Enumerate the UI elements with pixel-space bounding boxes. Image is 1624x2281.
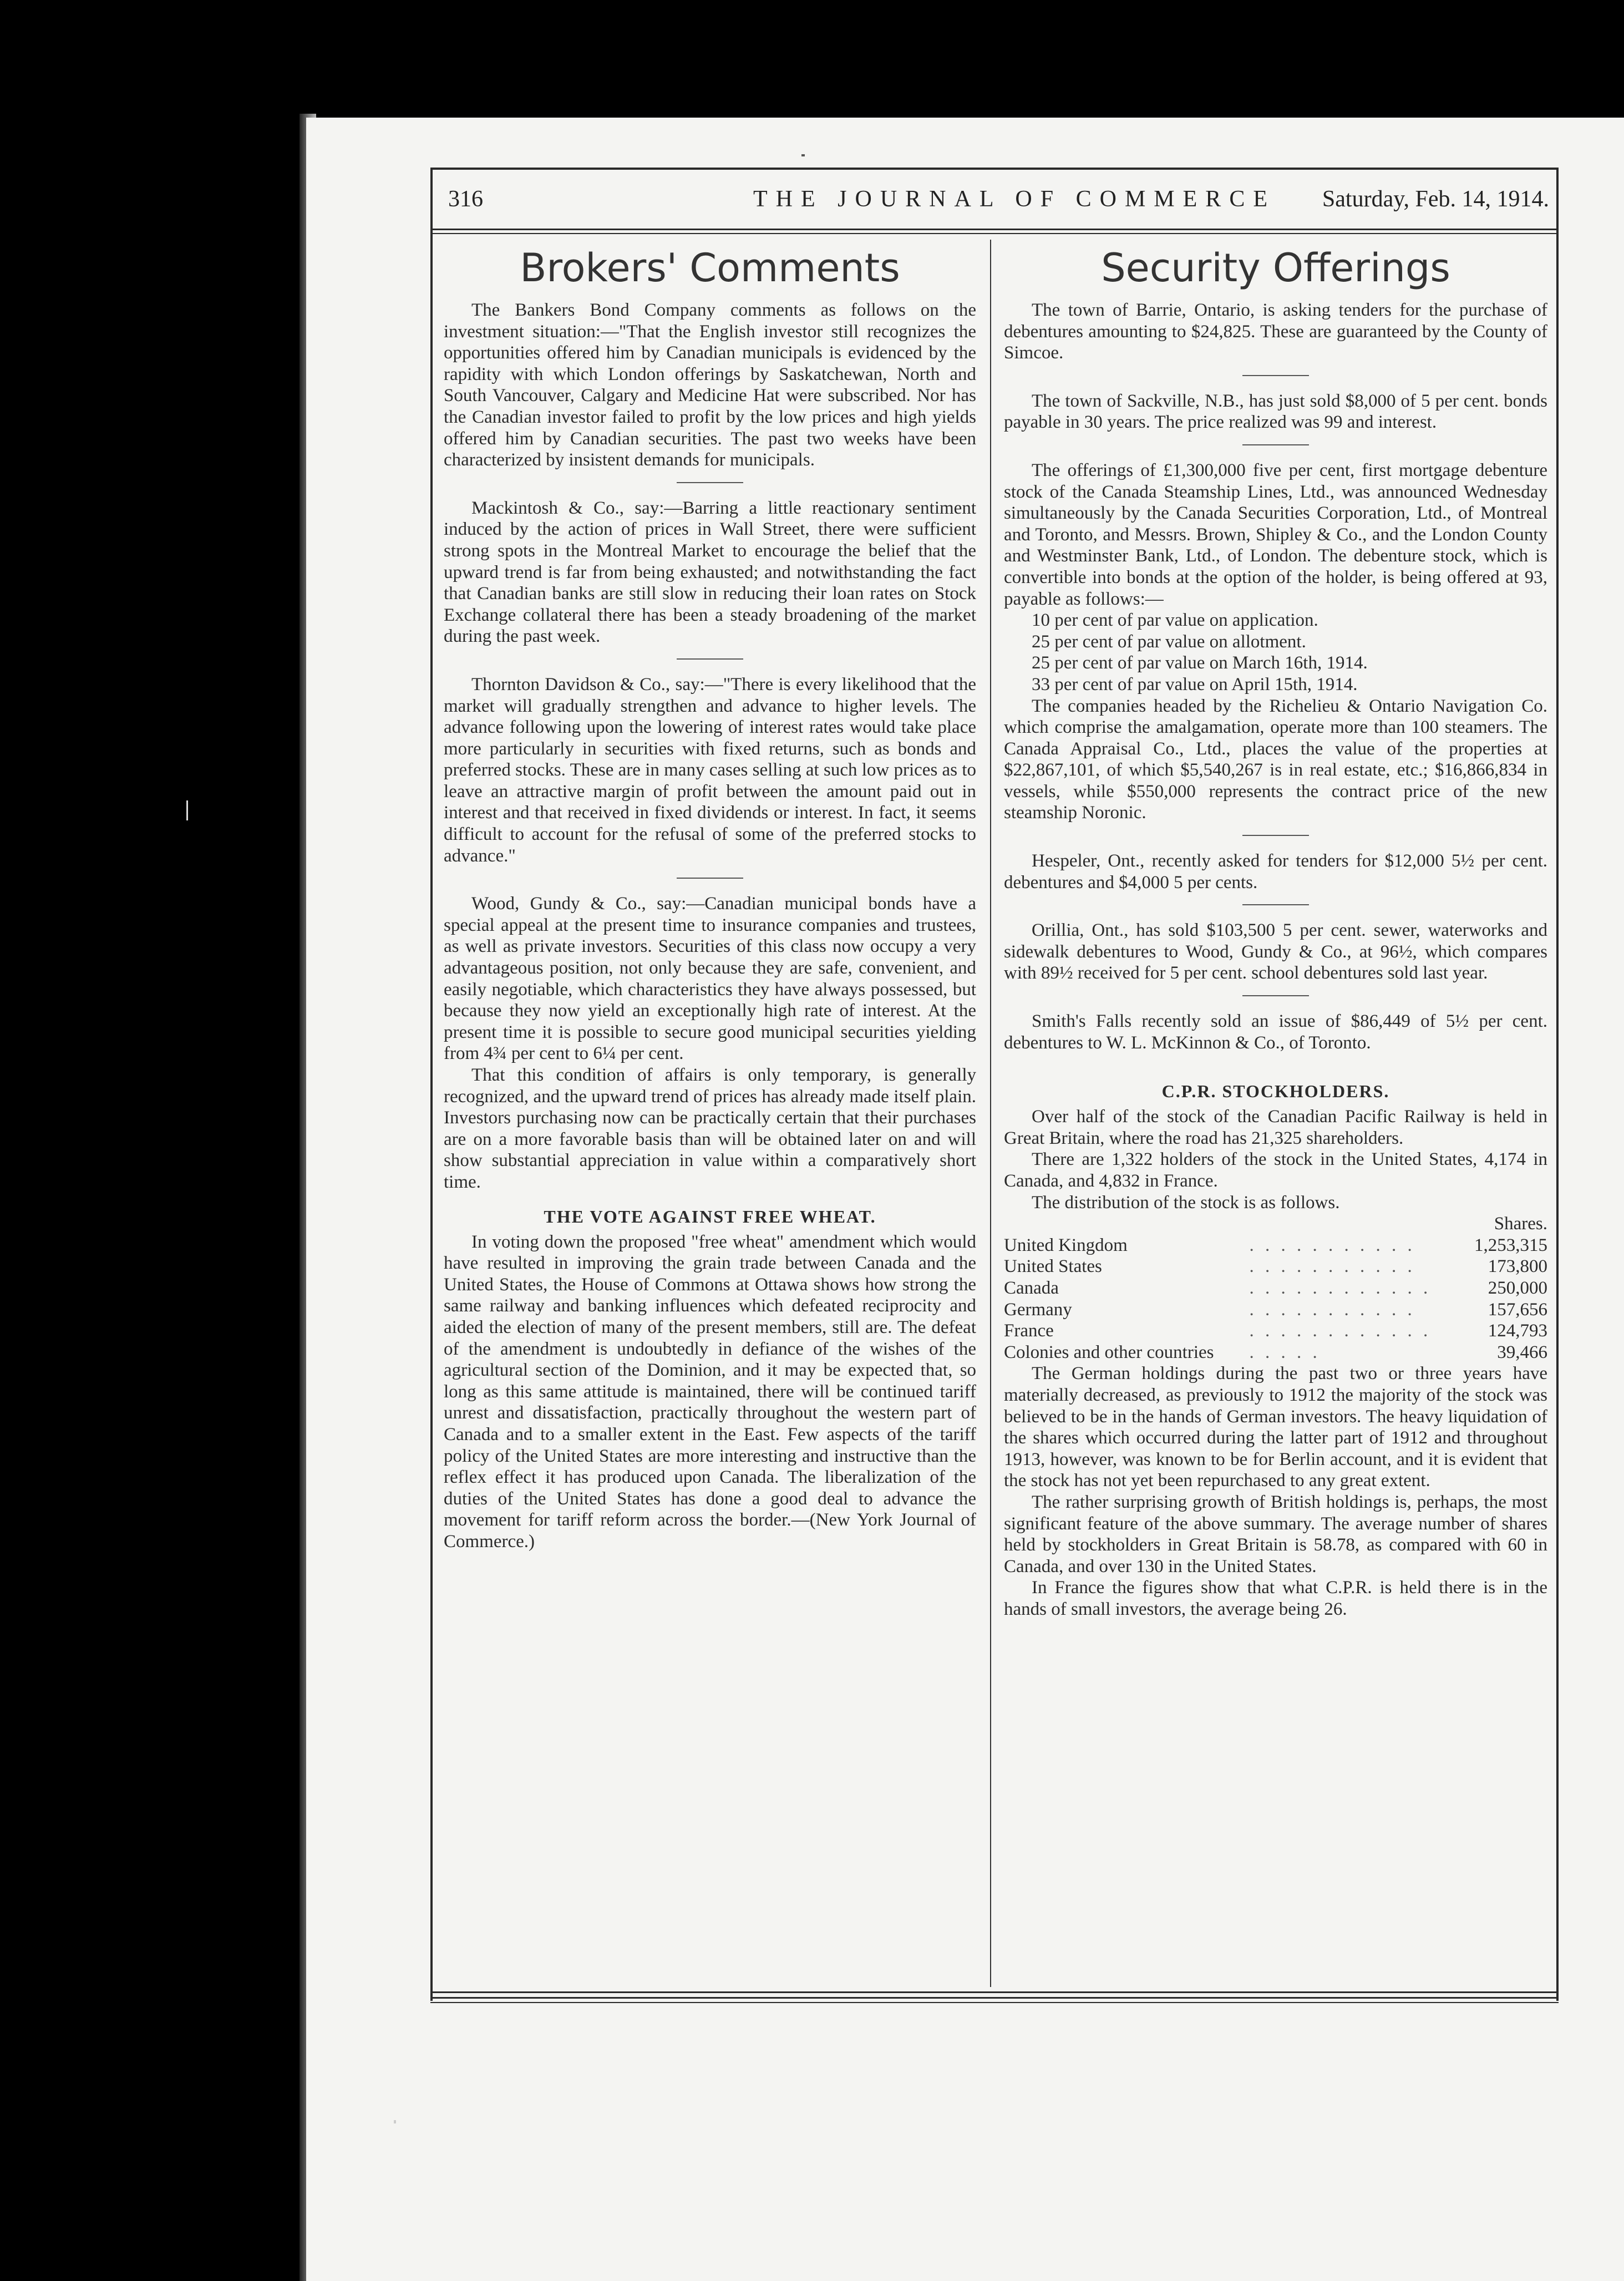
scan-mark — [186, 800, 188, 820]
shares-cell: 1,253,315 — [1474, 1235, 1547, 1255]
table-row — [1004, 1299, 1547, 1321]
article-paragraph: In France the figures show that what C.P.R. is held there is in the hands of small investors, the average being 26. — [1004, 1578, 1547, 1619]
country-cell: United Kingdom — [1004, 1235, 1128, 1255]
country-cell: Germany — [1004, 1299, 1072, 1320]
article-paragraph: Hespeler, Ont., recently asked for tenders for $12,000 5½ per cent. debentures and $4,000 5 per cents. — [1004, 851, 1547, 893]
page-border-bottom — [430, 2002, 1559, 2003]
left-column — [444, 247, 976, 1552]
table-row — [1004, 1278, 1547, 1299]
article-paragraph: The town of Sackville, N.B., has just sold $8,000 of 5 per cent. bonds payable in 30 years. The price realized was 99 and interest. — [1004, 391, 1547, 433]
table-row — [1004, 1320, 1547, 1342]
article-paragraph: The offerings of £1,300,000 five per cent, first mortgage debenture stock of the Canada Steamship Lines, Ltd., was announced Wednesday simultaneously by the Canada Securities Corporation, Ltd., of Montreal and Toronto, and Messrs. Brown, Shipley & Co., and the London County and Westminster Bank, Ltd., of London. The debenture stock, which is convertible into bonds at the option of the holder, is being offered at 93, payable as follows:— — [1004, 460, 1547, 609]
issue-date: Saturday, Feb. 14, 1914. — [1322, 186, 1549, 212]
article-paragraph: The distribution of the stock is as follows. — [1032, 1192, 1340, 1213]
page-border-bottom — [430, 1991, 1559, 1993]
page-header — [448, 186, 1549, 219]
separator — [1242, 444, 1309, 445]
article-paragraph: The town of Barrie, Ontario, is asking tenders for the purchase of debentures amounting to $24,825. These are guaranteed by the County of Simcoe. — [1004, 300, 1547, 363]
article-paragraph: Mackintosh & Co., say:—Barring a little reactionary sentiment induced by the action of prices in Wall Street, there were sufficient strong spots in the Montreal Market to encourage the belief that the upward trend is far from being exhausted; and notwithstanding the fact that Canadian banks are still slow in reducing their loan rates on Stock Exchange collateral there has been a steady broadening of the market during the past week. — [444, 498, 976, 647]
payment-item: 25 per cent of par value on allotment. — [1032, 631, 1306, 652]
page-border-top — [430, 168, 1557, 170]
article-paragraph: Smith's Falls recently sold an issue of $86,449 of 5½ per cent. debentures to W. L. McKinnon & Co., of Toronto. — [1004, 1011, 1547, 1053]
header-rule — [430, 229, 1557, 230]
article-paragraph: Orillia, Ont., has sold $103,500 5 per cent. sewer, waterworks and sidewalk debentures to Wood, Gundy & Co., at 96½, which compares with 89½ received for 5 per cent. school debentures sold last year. — [1004, 920, 1547, 984]
separator — [1242, 995, 1309, 996]
shares-column-header: Shares. — [1494, 1214, 1547, 1234]
country-cell: Canada — [1004, 1278, 1059, 1298]
shares-cell: 39,466 — [1497, 1342, 1547, 1362]
page-border-left — [430, 168, 433, 2001]
right-column — [1004, 247, 1547, 1620]
brokers-comments-title: Brokers' Comments — [520, 245, 900, 291]
shares-cell: 173,800 — [1488, 1256, 1547, 1277]
article-paragraph: The rather surprising growth of British holdings is, perhaps, the most significant feature of the above summary. The average number of shares held by stockholders in Great Britain is 58.78, as compared with 60 in Canada, and over 130 in the United States. — [1004, 1492, 1547, 1577]
security-offerings-title: Security Offerings — [1101, 245, 1450, 291]
leader-dots: . . . . . . . . . . . . — [1249, 1321, 1432, 1341]
country-cell: France — [1004, 1321, 1054, 1341]
article-paragraph: Wood, Gundy & Co., say:—Canadian municipal bonds have a special appeal at the present time to insurance companies and trustees, as well as private investors. Securities of this class now occupy a very advantageous position, not only because they are safe, convenient, and easily negotiable, which characteristics they have always possessed, but because they now yield an exceptionally high rate of interest. At the present time it is possible to secure good municipal securities yielding from 4¾ per cent to 6¼ per cent. — [444, 894, 976, 1064]
country-cell: Colonies and other countries — [1004, 1342, 1214, 1362]
table-row — [1004, 1342, 1547, 1363]
leader-dots: . . . . . . . . . . . . — [1249, 1278, 1432, 1298]
payment-item: 10 per cent of par value on application. — [1032, 610, 1318, 631]
page-border-bottom — [430, 1997, 1559, 1999]
leader-dots: . . . . . — [1249, 1342, 1321, 1362]
separator — [677, 878, 743, 879]
header-rule — [430, 233, 1557, 234]
shares-cell: 124,793 — [1488, 1321, 1547, 1341]
shares-cell: 250,000 — [1488, 1278, 1547, 1298]
article-paragraph: The Bankers Bond Company comments as follows on the investment situation:—"That the English investor still recognizes the opportunities offered him by Canadian municipals is evidenced by the rapidity with which London offerings by Saskatchewan, North and South Vancouver, Calgary and Medicine Hat were subscribed. Nor has the Canadian investor failed to profit by the low prices and high yields offered him by Canadian securities. The past two weeks have been characterized by insistent demands for municipals. — [444, 300, 976, 470]
separator — [677, 482, 743, 483]
separator — [1242, 835, 1309, 836]
page-border-right — [1556, 168, 1559, 2001]
separator — [1242, 904, 1309, 905]
scan-mark — [801, 154, 805, 156]
leader-dots: . . . . . . . . . . . — [1249, 1235, 1415, 1255]
table-row — [1004, 1256, 1547, 1278]
leader-dots: . . . . . . . . . . . — [1249, 1256, 1415, 1277]
stock-distribution-table — [1004, 1235, 1547, 1363]
leader-dots: . . . . . . . . . . . — [1249, 1299, 1415, 1320]
country-cell: United States — [1004, 1256, 1102, 1277]
scan-mark — [394, 2120, 396, 2123]
article-paragraph: That this condition of affairs is only temporary, is generally recognized, and the upward trend of prices has already made itself plain. Investors purchasing now can be practically certain that their purchases are on a more favorable basis than will be obtained later on and will show substantial appreciation in value within a comparatively short time. — [444, 1065, 976, 1192]
separator — [1242, 375, 1309, 376]
article-paragraph: Thornton Davidson & Co., say:—"There is every likelihood that the market will gradually strengthen and advance to higher levels. The advance following upon the lowering of interest rates would take place more particularly in securities with fixed returns, such as bonds and preferred stocks. These are in many cases selling at such low prices as to leave an attractive margin of profit between the amount paid out in interest and that received in fixed dividends or interest. In fact, it seems difficult to account for the refusal of some of the preferred stocks to advance." — [444, 674, 976, 866]
vote-against-free-wheat-heading: THE VOTE AGAINST FREE WHEAT. — [544, 1206, 876, 1226]
cpr-stockholders-heading: C.P.R. STOCKHOLDERS. — [1161, 1081, 1390, 1102]
journal-title: THE JOURNAL OF COMMERCE — [753, 186, 1276, 212]
page-number: 316 — [448, 186, 483, 212]
article-paragraph: Over half of the stock of the Canadian Pacific Railway is held in Great Britain, where the road has 21,325 shareholders. — [1004, 1107, 1547, 1148]
article-paragraph: There are 1,322 holders of the stock in the United States, 4,174 in Canada, and 4,832 in France. — [1004, 1149, 1547, 1191]
column-divider — [990, 240, 991, 1987]
payment-item: 25 per cent of par value on March 16th, 1914. — [1032, 653, 1368, 673]
article-paragraph: The companies headed by the Richelieu & Ontario Navigation Co. which comprise the amalgamation, operate more than 100 steamers. The Canada Appraisal Co., Ltd., places the value of the properties at $22,867,101, of which $5,540,267 is in real estate, etc.; $16,866,834 in vessels, while $550,000 represents the contract price of the new steamship Noronic. — [1004, 696, 1547, 823]
shares-cell: 157,656 — [1488, 1299, 1547, 1320]
separator — [677, 658, 743, 660]
article-paragraph: In voting down the proposed "free wheat" amendment which would have resulted in improving the grain trade between Canada and the United States, the House of Commons at Ottawa shows how strong the same railway and banking influences which defeated reciprocity and aided the election of many of the present members, still are. The defeat of the amendment is undoubtedly in defiance of the wishes of the agricultural section of the Dominion, and it may be expected that, so long as this same attitude is maintained, there will be continued tariff unrest and dissatisfaction, practically throughout the western part of Canada and to a smaller extent in the East. Few aspects of the tariff policy of the United States are more interesting and instructive than the reflex effect it has produced upon Canada. The liberalization of the duties of the United States has done a good deal to advance the movement for tariff reform across the border.—(New York Journal of Commerce.) — [444, 1231, 976, 1552]
article-paragraph: The German holdings during the past two or three years have materially decreased, as previously to 1912 the majority of the stock was believed to be in the hands of German investors. The heavy liquidation of the shares which occurred during the latter part of 1912 and throughout 1913, however, was known to be for Berlin account, and it is evident that the stock has not yet been repurchased to any great extent. — [1004, 1363, 1547, 1491]
table-row — [1004, 1235, 1547, 1256]
payment-item: 33 per cent of par value on April 15th, 1914. — [1032, 674, 1358, 695]
